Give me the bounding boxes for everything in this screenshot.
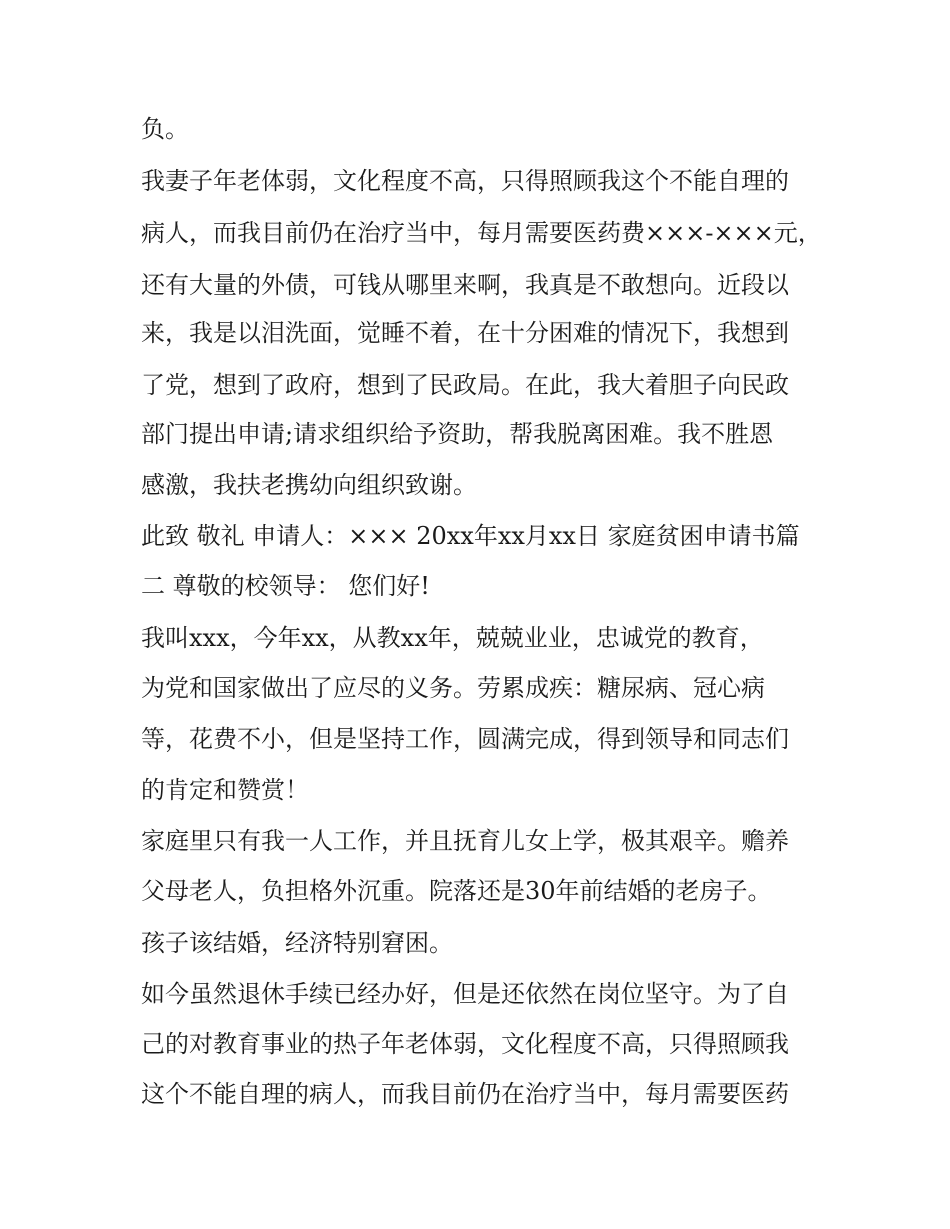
text-line: 我妻子年老体弱，文化程度不高，只得照顾我这个不能自理的	[141, 167, 789, 195]
text-line: 病人，而我目前仍在治疗当中，每月需要医药费×××-×××元，	[141, 219, 822, 247]
text-line: 家庭里只有我一人工作，并且抚育儿女上学，极其艰辛。赡养	[141, 827, 789, 855]
text-line: 来，我是以泪洗面，觉睡不着，在十分困难的情况下，我想到	[141, 319, 789, 347]
text-line: 孩子该结婚，经济特别窘困。	[141, 929, 453, 957]
text-line: 二 尊敬的校领导： 您们好!	[141, 572, 430, 600]
text-line: 己的对教育事业的热子年老体弱，文化程度不高，只得照顾我	[141, 1030, 789, 1058]
text-line: 为党和国家做出了应尽的义务。劳累成疾：糖尿病、冠心病	[141, 674, 765, 702]
text-line: 这个不能自理的病人，而我目前仍在治疗当中，每月需要医药	[141, 1080, 789, 1108]
text-line: 父母老人，负担格外沉重。院落还是30年前结婚的老房子。	[141, 877, 772, 905]
text-line: 还有大量的外债，可钱从哪里来啊，我真是不敢想向。近段以	[141, 271, 789, 299]
text-line: 我叫xxx，今年xx，从教xx年，兢兢业业，忠诚党的教育，	[141, 624, 764, 652]
text-line: 此致 敬礼 申请人：××× 20xx年xx月xx日 家庭贫困申请书篇	[141, 522, 800, 550]
text-line: 等，花费不小，但是坚持工作，圆满完成，得到领导和同志们	[141, 725, 789, 753]
text-line: 了党，想到了政府，想到了民政局。在此，我大着胆子向民政	[141, 371, 789, 399]
text-line: 负。	[141, 115, 189, 143]
text-line: 如今虽然退休手续已经办好，但是还依然在岗位坚守。为了自	[141, 980, 789, 1008]
text-line: 的肯定和赞赏！	[141, 776, 309, 804]
text-line: 部门提出申请;请求组织给予资助，帮我脱离困难。我不胜恩	[141, 420, 774, 448]
text-line: 感激，我扶老携幼向组织致谢。	[141, 471, 477, 499]
